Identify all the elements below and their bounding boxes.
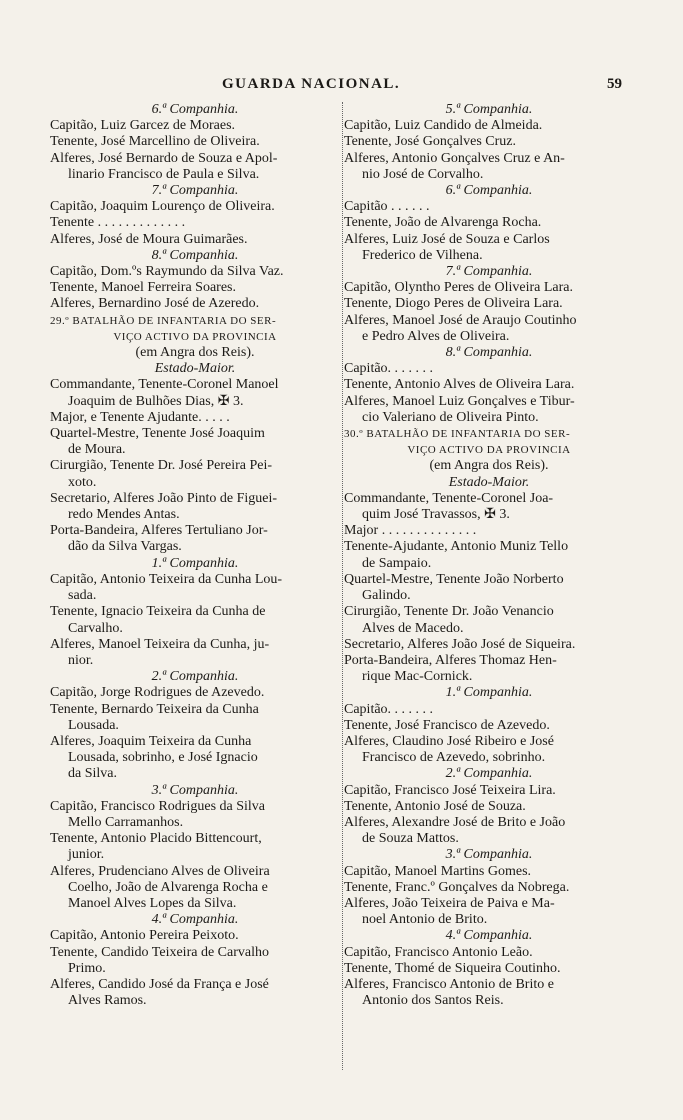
roster-line: Capitão, Luiz Garcez de Moraes. [50, 118, 236, 134]
section-heading: 6.ª Companhia. [445, 183, 533, 199]
roster-line: Tenente, José Gonçalves Cruz. [344, 134, 517, 150]
section-heading: Estado-Maior. [448, 474, 530, 490]
roster-line: Capitão, Francisco Rodrigues da Silva [50, 798, 266, 814]
section-heading: 2.ª Companhia. [151, 669, 239, 685]
roster-line: Capitão, Antonio Teixeira da Cunha Lou- [50, 571, 283, 587]
right-column [344, 102, 634, 1009]
page-header [0, 76, 683, 98]
roster-line-continued: redo Mendes Antas. [68, 507, 180, 523]
roster-line: Capitão, Luiz Candido de Almeida. [344, 118, 543, 134]
roster-line: Alferes, Manoel Luiz Gonçalves e Tibur- [344, 393, 575, 409]
roster-line-continued: quim José Travassos, ✠ 3. [362, 507, 510, 523]
roster-line: Alferes, Joaquim Teixeira da Cunha [50, 733, 252, 749]
roster-line: Quartel-Mestre, Tenente José Joaquim [50, 426, 265, 442]
roster-line: Alferes, José de Moura Guimarães. [50, 231, 248, 247]
roster-line: Cirurgião, Tenente Dr. José Pereira Pei- [50, 458, 273, 474]
roster-line: Capitão, Joaquim Lourenço de Oliveira. [50, 199, 275, 215]
roster-line: Capitão, Olyntho Peres de Oliveira Lara. [344, 280, 573, 296]
section-heading: 4.ª Companhia. [445, 928, 533, 944]
page-number: 59 [607, 76, 622, 92]
roster-line-continued: de Souza Mattos. [362, 831, 459, 847]
section-heading: 3.ª Companhia. [151, 782, 239, 798]
section-heading: 3.ª Companhia. [445, 847, 533, 863]
roster-line: Commandante, Tenente-Coronel Joa- [344, 490, 554, 506]
roster-line: Quartel-Mestre, Tenente João Norberto [344, 571, 564, 587]
roster-line: Secretario, Alferes João Pinto de Figuei- [50, 490, 278, 506]
roster-line-continued: Alves Ramos. [68, 993, 147, 1009]
roster-line: Tenente . . . . . . . . . . . . . [50, 215, 186, 231]
roster-line: Major, e Tenente Ajudante. . . . . [50, 409, 230, 425]
section-heading: 1.ª Companhia. [445, 685, 533, 701]
battalion-heading: VIÇO ACTIVO DA PROVINCIA [113, 330, 277, 343]
roster-line-continued: Mello Carramanhos. [68, 814, 184, 830]
roster-line: Alferes, Prudenciano Alves de Oliveira [50, 863, 270, 879]
roster-line-continued: nio José de Corvalho. [362, 166, 484, 182]
roster-line-continued: Lousada. [68, 717, 119, 733]
roster-line-continued: xoto. [68, 474, 97, 490]
roster-line-continued: Galindo. [362, 588, 411, 604]
roster-line: Tenente, Antonio José de Souza. [344, 798, 526, 814]
section-heading: 8.ª Companhia. [151, 247, 239, 263]
roster-line: Capitão . . . . . . [344, 199, 430, 215]
left-column [50, 102, 340, 1009]
section-heading: 5.ª Companhia. [445, 102, 533, 117]
roster-line: Alferes, Luiz José de Souza e Carlos [344, 231, 550, 247]
section-heading: 6.ª Companhia. [151, 102, 239, 117]
roster-line-continued: Manoel Alves Lopes da Silva. [68, 895, 237, 911]
section-heading: Estado-Maior. [154, 361, 236, 377]
roster-line: Capitão, Jorge Rodrigues de Azevedo. [50, 685, 265, 701]
roster-line: Tenente, João de Alvarenga Rocha. [344, 215, 542, 231]
roster-line: Commandante, Tenente-Coronel Manoel [50, 377, 279, 393]
roster-line-continued: Alves de Macedo. [362, 620, 464, 636]
roster-line: Capitão, Antonio Pereira Peixoto. [50, 928, 239, 944]
running-title: GUARDA NACIONAL. [222, 76, 401, 92]
roster-line: Tenente, José Marcellino de Oliveira. [50, 134, 260, 150]
roster-line-continued: Lousada, sobrinho, e José Ignacio [68, 750, 258, 766]
section-heading: 7.ª Companhia. [445, 264, 533, 280]
roster-line-continued: cio Valeriano de Oliveira Pinto. [362, 409, 539, 425]
roster-line-continued: Antonio dos Santos Reis. [362, 993, 504, 1009]
roster-line: Capitão. . . . . . . [344, 701, 434, 717]
roster-line: Alferes, José Bernardo de Souza e Apol- [50, 150, 278, 166]
battalion-heading: VIÇO ACTIVO DA PROVINCIA [407, 444, 571, 457]
roster-line: Alferes, Candido José da França e José [50, 976, 269, 992]
roster-line: Capitão, Dom.ºs Raymundo da Silva Vaz. [50, 264, 284, 280]
roster-line-continued: junior. [68, 847, 105, 863]
roster-line: Alferes, Francisco Antonio de Brito e [344, 976, 554, 992]
roster-line: Alferes, Alexandre José de Brito e João [344, 814, 566, 830]
section-heading: 1.ª Companhia. [151, 555, 239, 571]
roster-line: Cirurgião, Tenente Dr. João Venancio [344, 604, 554, 620]
roster-line: Capitão, Francisco Antonio Leão. [344, 944, 533, 960]
roster-line: Capitão, Manoel Martins Gomes. [344, 863, 532, 879]
roster-line-continued: dão da Silva Vargas. [68, 539, 182, 555]
roster-line: Secretario, Alferes João José de Siqueira. [344, 636, 576, 652]
roster-line-continued: Joaquim de Bulhões Dias, ✠ 3. [68, 393, 244, 409]
roster-line: Alferes, João Teixeira de Paiva e Ma- [344, 895, 555, 911]
roster-line: Tenente-Ajudante, Antonio Muniz Tello [344, 539, 569, 555]
roster-line-continued: Coelho, João de Alvarenga Rocha e [68, 879, 268, 895]
roster-line-continued: Primo. [68, 960, 106, 976]
roster-line: Tenente, Candido Teixeira de Carvalho [50, 944, 269, 960]
roster-line-continued: da Silva. [68, 766, 117, 782]
roster-line-continued: sada. [68, 588, 97, 604]
roster-line-continued: noel Antonio de Brito. [362, 912, 488, 928]
roster-line: Tenente, Thomé de Siqueira Coutinho. [344, 960, 561, 976]
battalion-heading: 29.º BATALHÃO DE INFANTARIA DO SER- [50, 314, 277, 327]
roster-line: Tenente, Antonio Alves de Oliveira Lara. [344, 377, 575, 393]
roster-line-continued: Francisco de Azevedo, sobrinho. [362, 750, 546, 766]
roster-line: Major . . . . . . . . . . . . . . [344, 523, 477, 539]
roster-line: Alferes, Claudino José Ribeiro e José [344, 733, 554, 749]
roster-line: Capitão, Francisco José Teixeira Lira. [344, 782, 556, 798]
roster-line: Alferes, Manoel Teixeira da Cunha, ju- [50, 636, 270, 652]
roster-line-continued: de Moura. [68, 442, 126, 458]
section-heading: 7.ª Companhia. [151, 183, 239, 199]
roster-line: Tenente, Ignacio Teixeira da Cunha de [50, 604, 266, 620]
location-line: (em Angra dos Reis). [429, 458, 549, 474]
roster-line: Alferes, Antonio Gonçalves Cruz e An- [344, 150, 565, 166]
roster-line: Alferes, Manoel José de Araujo Coutinho [344, 312, 577, 328]
roster-line: Porta-Bandeira, Alferes Tertuliano Jor- [50, 523, 268, 539]
roster-line-continued: e Pedro Alves de Oliveira. [362, 328, 510, 344]
roster-line: Tenente, Diogo Peres de Oliveira Lara. [344, 296, 563, 312]
roster-line: Tenente, José Francisco de Azevedo. [344, 717, 550, 733]
roster-line-continued: de Sampaio. [362, 555, 432, 571]
roster-line: Tenente, Bernardo Teixeira da Cunha [50, 701, 259, 717]
roster-line: Capitão. . . . . . . [344, 361, 434, 377]
roster-line-continued: rique Mac-Cornick. [362, 669, 473, 685]
section-heading: 8.ª Companhia. [445, 345, 533, 361]
column-divider [342, 102, 343, 1070]
battalion-heading: 30.º BATALHÃO DE INFANTARIA DO SER- [344, 428, 571, 441]
roster-line-continued: nior. [68, 652, 94, 668]
roster-line-continued: Frederico de Vilhena. [362, 247, 483, 263]
roster-line: Tenente, Manoel Ferreira Soares. [50, 280, 236, 296]
location-line: (em Angra dos Reis). [135, 345, 255, 361]
roster-line: Tenente, Franc.º Gonçalves da Nobrega. [344, 879, 570, 895]
section-heading: 2.ª Companhia. [445, 766, 533, 782]
section-heading: 4.ª Companhia. [151, 912, 239, 928]
roster-line-continued: linario Francisco de Paula e Silva. [68, 166, 260, 182]
roster-line-continued: Carvalho. [68, 620, 123, 636]
roster-line: Porta-Bandeira, Alferes Thomaz Hen- [344, 652, 557, 668]
roster-line: Tenente, Antonio Placido Bittencourt, [50, 831, 262, 847]
roster-line: Alferes, Bernardino José de Azeredo. [50, 296, 260, 312]
